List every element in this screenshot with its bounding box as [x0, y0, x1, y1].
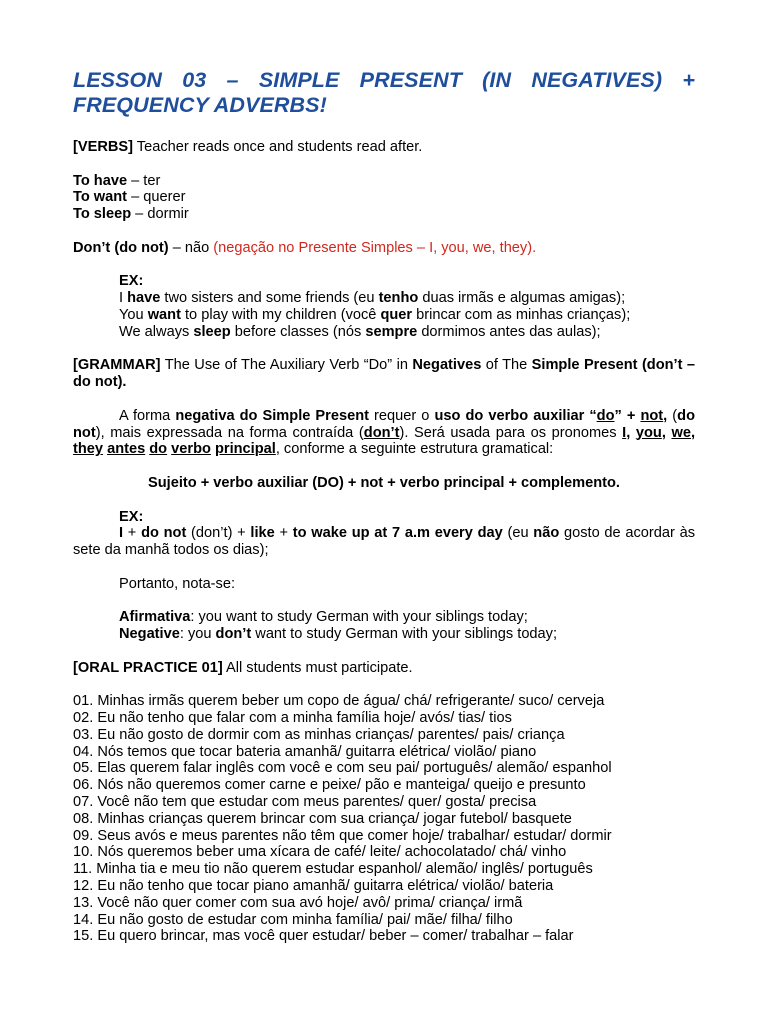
- list-item: 03. Eu não gosto de dormir com as minhas crianças/ parentes/ pais/ criança: [73, 726, 565, 743]
- afirmativa-line: Afirmativa: you want to study German with your siblings today;: [119, 609, 528, 626]
- dont-meaning: – não: [168, 239, 214, 256]
- oral-practice-heading: [ORAL PRACTICE 01] All students must participate.: [73, 659, 413, 676]
- list-item: 02. Eu não tenho que falar com a minha família hoje/ avós/ tias/ tios: [73, 710, 512, 727]
- list-item: 08. Minhas crianças querem brincar com sua criança/ jogar futebol/ basquete: [73, 810, 572, 827]
- grammar-structure: Sujeito + verbo auxiliar (DO) + not + verbo principal + complemento.: [148, 474, 620, 491]
- example-label: EX:: [119, 508, 144, 525]
- dont-definition: [73, 240, 695, 257]
- list-item: 05. Elas querem falar inglês com você e com seu pai/ português/ alemão/ espanhol: [73, 760, 612, 777]
- negative-line: Negative: you don’t want to study German with your siblings today;: [119, 626, 558, 643]
- list-item: 09. Seus avós e meus parentes não têm que comer hoje/ trabalhar/ estudar/ dormir: [73, 827, 612, 844]
- verb-item: [73, 206, 695, 223]
- list-item: 11. Minha tia e meu tio não querem estudar espanhol/ alemão/ inglês/ português: [73, 861, 593, 878]
- verbs-heading: [73, 139, 695, 156]
- list-item: 13. Você não quer comer com sua avó hoje/ avô/ prima/ criança/ irmã: [73, 894, 523, 911]
- verb-meaning: – querer: [127, 189, 186, 206]
- verb-term: To want: [73, 189, 128, 206]
- list-item: 12. Eu não tenho que tocar piano amanhã/ guitarra elétrica/ violão/ bateria: [73, 878, 554, 895]
- grammar-heading: [GRAMMAR] The Use of The Auxiliary Verb “Do” in Negatives of The Simple Present (don’t – do not).: [73, 357, 695, 391]
- list-item: 15. Eu quero brincar, mas você quer estudar/ beber – comer/ trabalhar – falar: [73, 928, 574, 945]
- verb-item: [73, 189, 695, 206]
- document-page: [73, 68, 695, 945]
- dont-note: (negação no Presente Simples – I, you, we, they).: [213, 239, 537, 256]
- verb-term: To have: [73, 172, 128, 189]
- verb-item: [73, 173, 695, 190]
- list-item: 04. Nós temos que tocar bateria amanhã/ guitarra elétrica/ violão/ piano: [73, 743, 537, 760]
- list-item: 10. Nós queremos beber uma xícara de café/ leite/ achocolatado/ chá/ vinho: [73, 844, 567, 861]
- list-item: 07. Você não tem que estudar com meus parentes/ quer/ gosta/ precisa: [73, 794, 537, 811]
- verb-term: To sleep: [73, 206, 132, 223]
- example-line: You want to play with my children (você quer brincar com as minhas crianças);: [119, 306, 631, 323]
- example-block-2: [73, 509, 695, 526]
- list-item: 01. Minhas irmãs querem beber um copo de água/ chá/ refrigerante/ suco/ cerveja: [73, 693, 605, 710]
- dont-term: Don’t (do not): [73, 239, 169, 256]
- lesson-title: LESSON 03 – SIMPLE PRESENT (IN NEGATIVES) + FREQUENCY ADVERBS!: [73, 68, 695, 117]
- example-line: We always sleep before classes (nós sempre dormimos antes das aulas);: [119, 323, 601, 340]
- portanto-text: Portanto, nota-se:: [119, 575, 236, 592]
- verbs-intro: Teacher reads once and students read after.: [133, 139, 423, 155]
- practice-list: [73, 693, 695, 945]
- verb-meaning: – ter: [127, 172, 161, 189]
- list-item: 06. Nós não queremos comer carne e peixe/ pão e manteiga/ queijo e presunto: [73, 777, 586, 794]
- example-label: EX:: [119, 273, 144, 290]
- example-line: I + do not (don’t) + like + to wake up at 7 a.m every day (eu não gosto de acordar às sete da manhã todos os dias);: [73, 525, 696, 559]
- verb-meaning: – dormir: [131, 206, 189, 223]
- example-line: I have two sisters and some friends (eu tenho duas irmãs e algumas amigas);: [119, 290, 626, 307]
- list-item: 14. Eu não gosto de estudar com minha família/ pai/ mãe/ filha/ filho: [73, 911, 513, 928]
- example-block-1: [73, 273, 695, 340]
- grammar-paragraph: A forma negativa do Simple Present requer o uso do verbo auxiliar “do” + not, (do not), mais expressada na forma contraída (don’t). Será usada para os pronomes I, you, we, they antes do verbo principal, conforme a seguinte estrutura gramatical:: [73, 407, 696, 458]
- grammar-tag: [GRAMMAR]: [73, 357, 161, 374]
- verbs-tag: [VERBS]: [73, 139, 133, 155]
